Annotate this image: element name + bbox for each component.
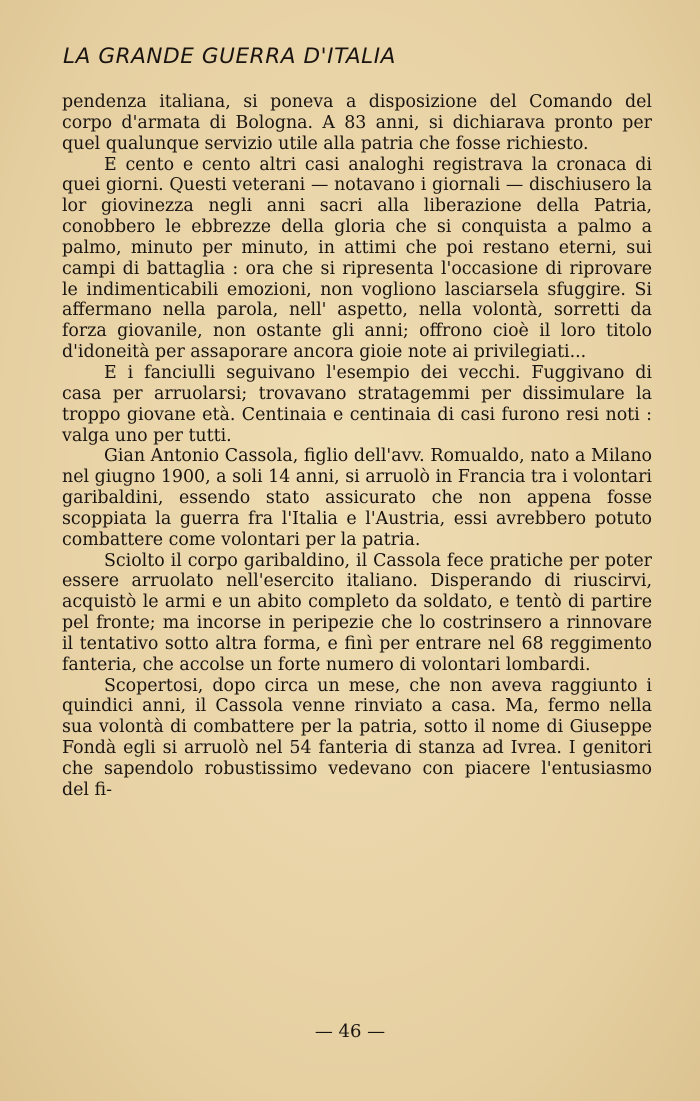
paragraph-6: Scopertosi, dopo circa un mese, che non aveva raggiunto i quindici anni, il Cassola venne rinviato a casa. Ma, fermo nella sua volontà di combattere per la patria, sotto il nome di Giuseppe Fondà egli si arruolò nel 54 fanteria di stanza ad Ivrea. I genitori che sapendolo robustissimo vedevano con piacere l'entusiasmo del fi- bbox=[62, 675, 652, 800]
paragraph-1: pendenza italiana, si poneva a disposizione del Comando del corpo d'armata di Bologna. A 83 anni, si dichiarava pronto per quel qualunque servizio utile alla patria che fosse richiesto. bbox=[62, 92, 652, 154]
page-number: — 46 — bbox=[314, 1021, 386, 1042]
page-body bbox=[62, 92, 652, 801]
paragraph-4: Gian Antonio Cassola, figlio dell'avv. Romualdo, nato a Milano nel giugno 1900, a soli 14 anni, si arruolò in Francia tra i volontari garibaldini, essendo stato assicurato che non appena fosse scoppiata la guerra fra l'Italia e l'Austria, essi avrebbero potuto combattere come volontari per la patria. bbox=[62, 446, 652, 550]
running-title: LA GRANDE GUERRA D'ITALIA bbox=[63, 44, 396, 69]
paragraph-3: E i fanciulli seguivano l'esempio dei vecchi. Fuggivano di casa per arruolarsi; trovavano stratagemmi per dissimulare la troppo giovane età. Centinaia e centinaia di casi furono resi noti : valga uno per tutti. bbox=[62, 362, 652, 446]
paragraph-5: Sciolto il corpo garibaldino, il Cassola fece pratiche per poter essere arruolato nell'esercito italiano. Disperando di riuscirvi, acquistò le armi e un abito completo da soldato, e tentò di partire pel fronte; ma incorse in peripezie che lo costrinsero a rinnovare il tentativo sotto altra forma, e finì per entrare nel 68 reggimento fanteria, che accolse un forte numero di volontari lombardi. bbox=[62, 550, 652, 675]
paragraph-2: E cento e cento altri casi analoghi registrava la cronaca di quei giorni. Questi veterani — notavano i giornali — dischiusero la lor giovinezza negli anni sacri alla liberazione della Patria, conobbero le ebbrezze della gloria che si conquista a palmo a palmo, minuto per minuto, in attimi che poi restano eterni, sui campi di battaglia : ora che si ripresenta l'occasione di riprovare le indimenticabili emozioni, non vogliono lasciarsela sfuggire. Si affermano nella parola, nell' aspetto, nella volontà, sorretti da forza giovanile, non ostante gli anni; offrono cioè il loro titolo d'idoneità per assaporare ancora gioie note ai privilegiati... bbox=[62, 154, 652, 363]
